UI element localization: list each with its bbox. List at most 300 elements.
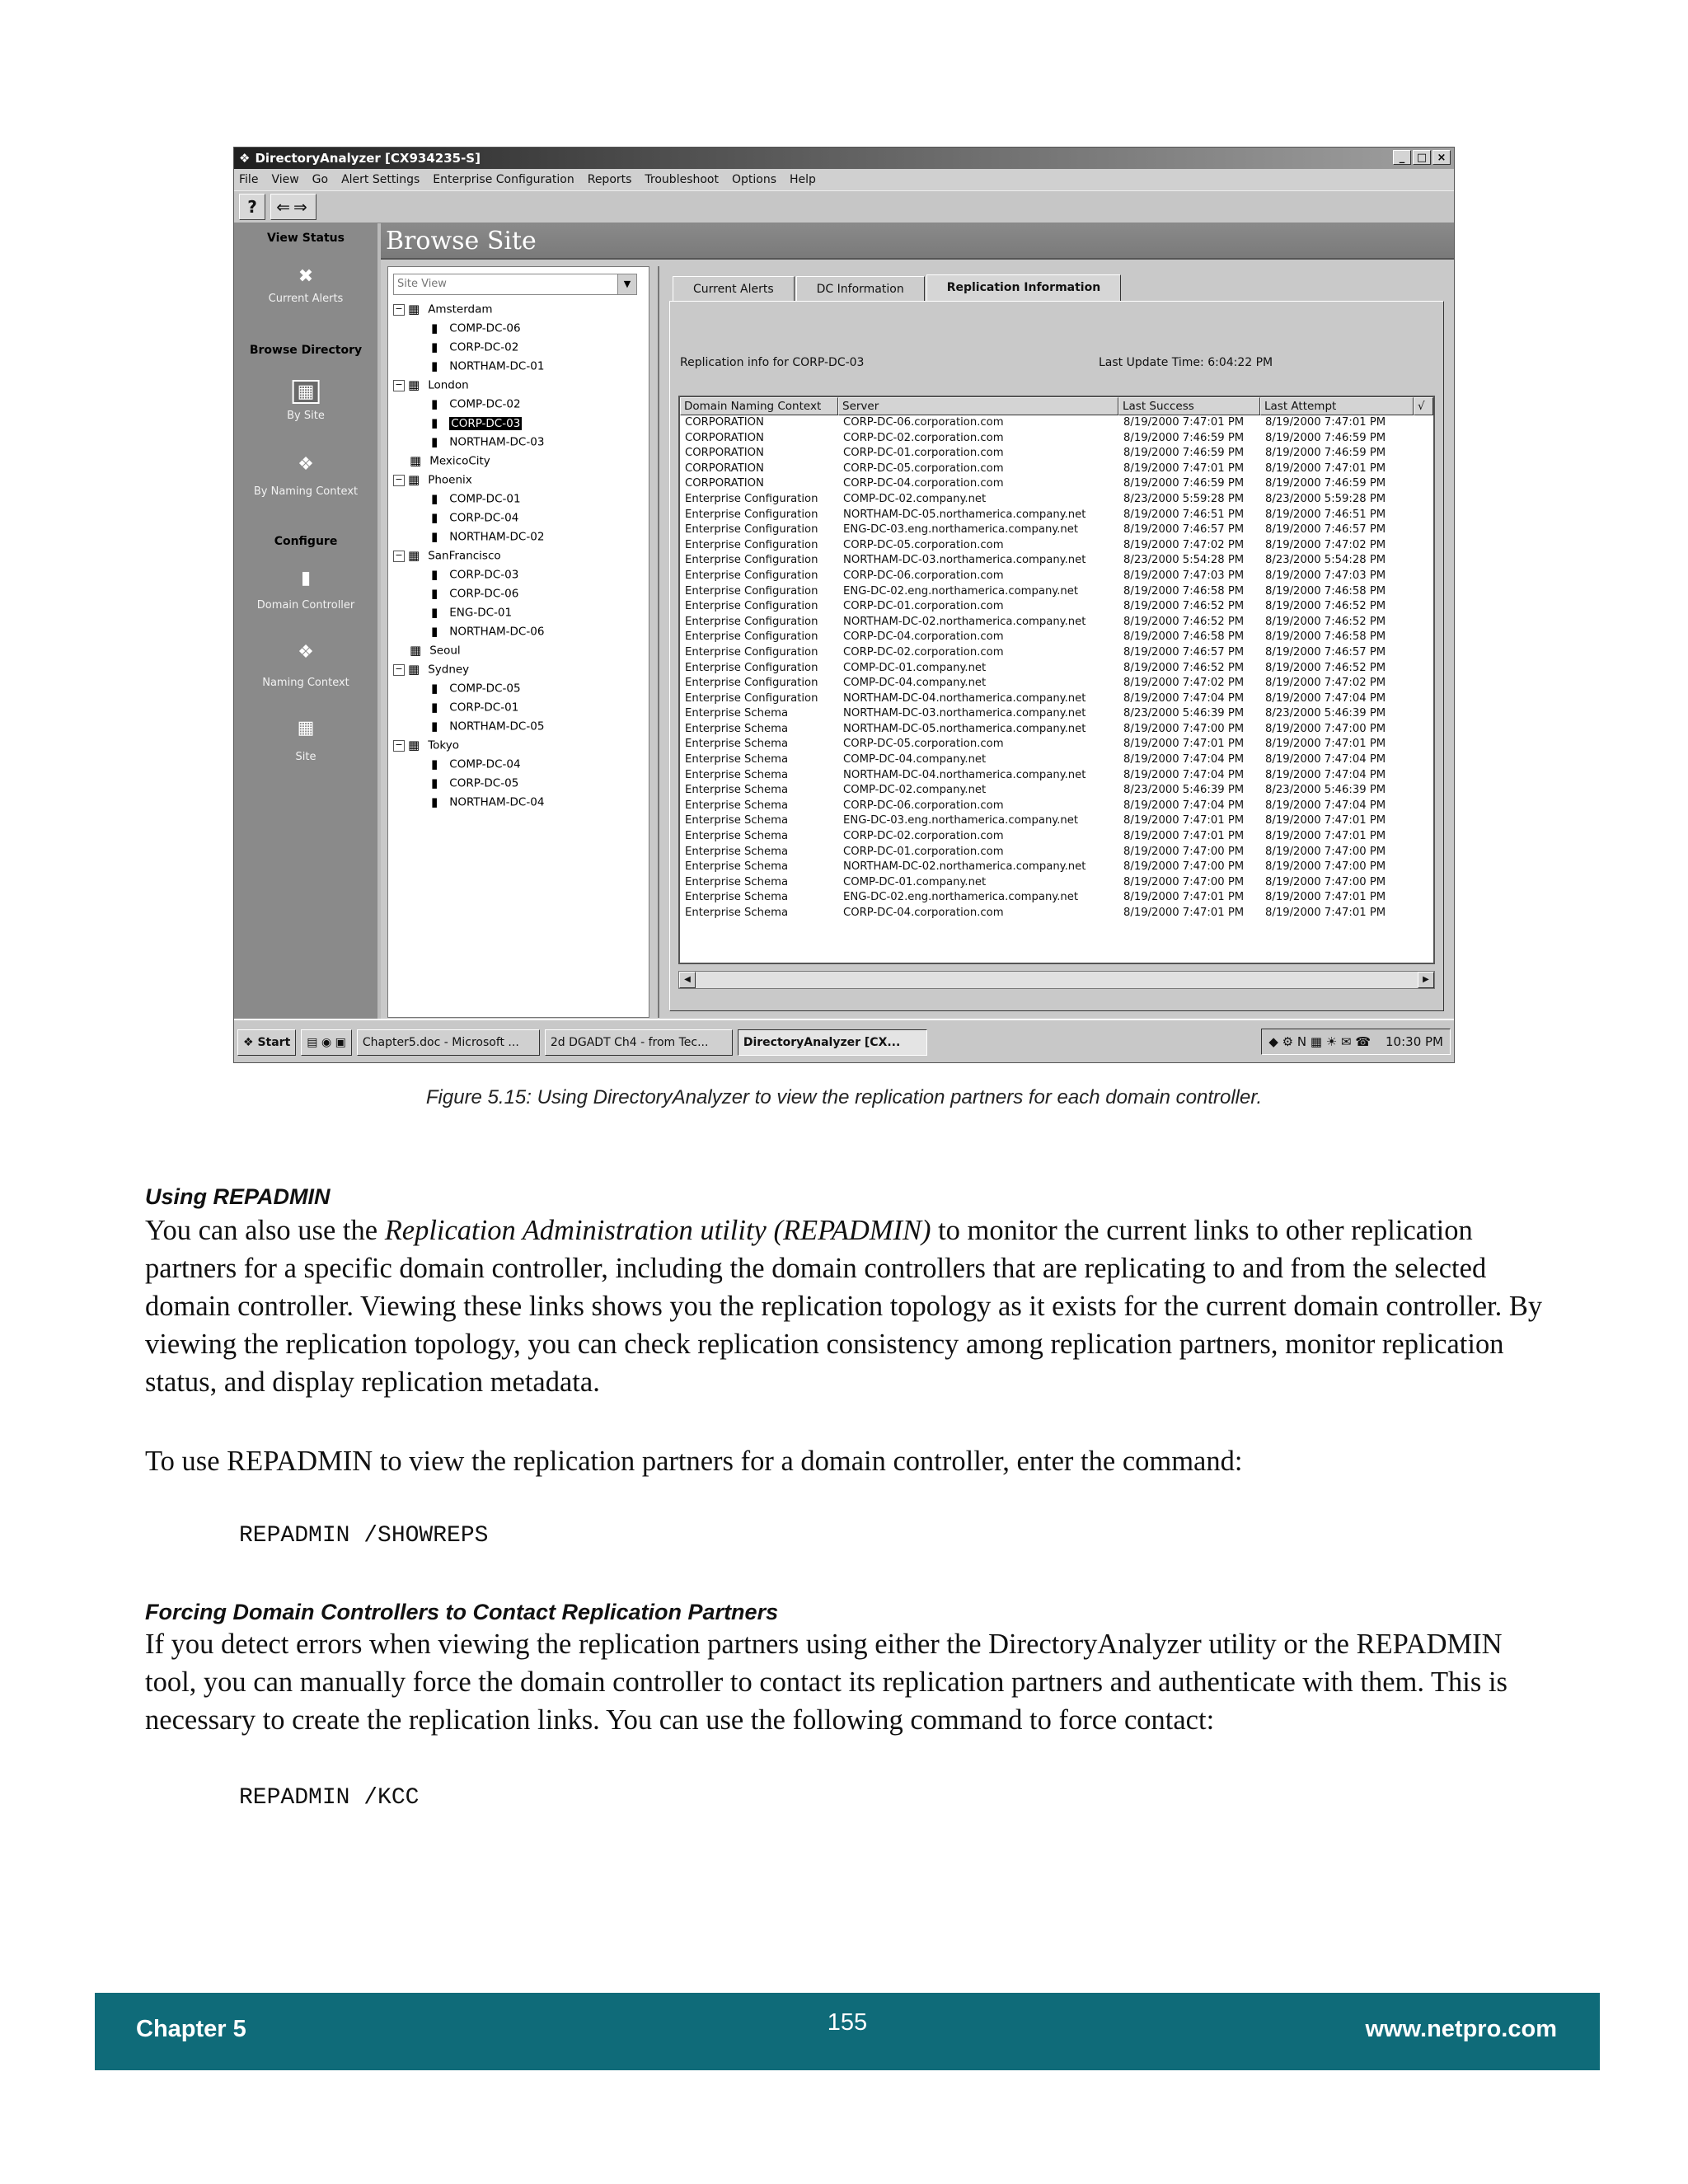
- tree-node-label: CORP-DC-02: [449, 340, 519, 354]
- tree-dc-node[interactable]: [388, 319, 649, 338]
- server-icon[interactable]: ▮: [300, 568, 312, 588]
- table-row[interactable]: [680, 538, 1433, 554]
- collapse-icon[interactable]: −: [393, 551, 405, 562]
- window-title-bar: [234, 148, 1454, 169]
- tree-node-label: London: [428, 378, 469, 392]
- table-cell: 8/23/2000 5:54:28 PM: [1123, 554, 1245, 567]
- sidebar-item-current-alerts[interactable]: Current Alerts: [268, 293, 344, 305]
- collapse-icon[interactable]: −: [393, 740, 405, 752]
- table-row[interactable]: [680, 783, 1433, 799]
- table-cell: 8/19/2000 7:47:04 PM: [1123, 768, 1245, 781]
- table-cell: 8/19/2000 7:47:01 PM: [1265, 891, 1386, 904]
- tree-dc-node[interactable]: [388, 679, 649, 698]
- table-cell: CORP-DC-02.corporation.com: [843, 431, 1004, 444]
- table-row[interactable]: [680, 523, 1433, 538]
- paragraph-repadmin-usage: To use REPADMIN to view the replication partners for a domain controller, enter the command:: [145, 1446, 1243, 1477]
- collapse-icon[interactable]: −: [393, 664, 405, 676]
- taskbar: [234, 1019, 1454, 1063]
- tree-dc-node[interactable]: [388, 584, 649, 603]
- table-cell: Enterprise Configuration: [685, 661, 818, 674]
- table-cell: 8/19/2000 7:47:04 PM: [1123, 753, 1245, 766]
- server-icon: ▮: [431, 776, 438, 790]
- menu-enterprise-configuration[interactable]: Enterprise Configuration: [433, 173, 574, 186]
- site-icon: ▦: [408, 377, 420, 392]
- tree-dc-node[interactable]: [388, 698, 649, 717]
- footer-chapter: Chapter 5: [136, 2016, 246, 2042]
- back-forward-icon[interactable]: ⇐⇒: [270, 194, 316, 220]
- table-cell: 8/19/2000 7:47:00 PM: [1265, 860, 1386, 874]
- table-cell: Enterprise Schema: [685, 799, 789, 812]
- table-row[interactable]: [680, 752, 1433, 768]
- tree-dc-node[interactable]: [388, 774, 649, 793]
- site-tree-pane: [387, 266, 649, 1018]
- toolbar: [234, 190, 1454, 223]
- column-domain-naming-context[interactable]: Domain Naming Context: [680, 397, 838, 415]
- table-cell: CORPORATION: [685, 447, 764, 460]
- table-cell: 8/19/2000 7:46:58 PM: [1265, 584, 1386, 598]
- table-cell: CORP-DC-01.corporation.com: [843, 600, 1004, 613]
- site-view-dropdown[interactable]: [393, 274, 637, 295]
- site-icon: ▦: [408, 548, 420, 563]
- table-row[interactable]: [680, 661, 1433, 677]
- server-icon: ▮: [431, 396, 438, 411]
- table-cell: 8/19/2000 7:46:52 PM: [1123, 615, 1245, 628]
- section-heading-using-repadmin: Using REPADMIN: [145, 1184, 331, 1209]
- table-cell: CORP-DC-06.corporation.com: [843, 416, 1004, 429]
- tree-node-label: Phoenix: [428, 473, 472, 487]
- tree-node-label: NORTHAM-DC-06: [449, 625, 545, 639]
- sidebar-heading-configure: Configure: [274, 535, 338, 548]
- windows-logo-icon: ❖: [243, 1035, 258, 1049]
- table-cell: 8/19/2000 7:47:04 PM: [1265, 691, 1386, 705]
- page-footer: [95, 1993, 1600, 2070]
- site-icon: ▦: [408, 738, 420, 752]
- server-icon: ▮: [431, 510, 438, 525]
- tree-site-node[interactable]: [388, 471, 649, 490]
- tree-dc-node[interactable]: [388, 527, 649, 546]
- table-row[interactable]: [680, 584, 1433, 600]
- table-cell: Enterprise Configuration: [685, 492, 818, 505]
- window-controls: [1393, 150, 1451, 165]
- table-cell: CORPORATION: [685, 462, 764, 475]
- section-heading-forcing-contact: Forcing Domain Controllers to Contact Replication Partners: [145, 1600, 779, 1624]
- table-cell: 8/19/2000 7:47:04 PM: [1265, 753, 1386, 766]
- tree-node-label: ENG-DC-01: [449, 606, 513, 620]
- table-cell: Enterprise Schema: [685, 753, 789, 766]
- table-cell: COMP-DC-04.company.net: [843, 753, 987, 766]
- menu-view[interactable]: View: [271, 173, 299, 186]
- table-row[interactable]: [680, 691, 1433, 707]
- table-cell: CORP-DC-02.corporation.com: [843, 830, 1004, 843]
- table-cell: 8/19/2000 7:47:01 PM: [1123, 462, 1245, 475]
- table-row[interactable]: [680, 706, 1433, 722]
- tree-dc-node[interactable]: [388, 395, 649, 414]
- table-cell: 8/19/2000 7:46:52 PM: [1123, 661, 1245, 674]
- tree-dc-node[interactable]: [388, 433, 649, 452]
- table-cell: 8/19/2000 7:46:59 PM: [1265, 447, 1386, 460]
- table-cell: 8/19/2000 7:46:57 PM: [1123, 645, 1245, 658]
- tree-node-label: NORTHAM-DC-02: [449, 530, 545, 544]
- site-icon: ▦: [408, 302, 420, 316]
- replication-info-label: Replication info for CORP-DC-03: [680, 356, 865, 369]
- table-cell: Enterprise Schema: [685, 875, 789, 888]
- table-row[interactable]: [680, 569, 1433, 584]
- tree-node-label: Seoul: [429, 644, 461, 658]
- naming-context-config-icon[interactable]: ❖: [298, 642, 314, 663]
- server-icon: ▮: [431, 359, 438, 373]
- code-showreps: REPADMIN /SHOWREPS: [239, 1523, 489, 1549]
- table-cell: CORP-DC-01.corporation.com: [843, 845, 1004, 858]
- table-cell: 8/23/2000 5:46:39 PM: [1123, 784, 1245, 797]
- table-row[interactable]: [680, 845, 1433, 860]
- figure-caption: Figure 5.15: Using DirectoryAnalyzer to view the replication partners for each domain controller.: [425, 1086, 1263, 1108]
- table-row[interactable]: [680, 431, 1433, 447]
- table-cell: 8/23/2000 5:59:28 PM: [1123, 492, 1245, 505]
- tree-node-label: CORP-DC-01: [449, 701, 519, 715]
- naming-context-icon[interactable]: ❖: [298, 454, 314, 475]
- server-icon: ▮: [431, 586, 438, 601]
- app-icon: ❖: [239, 151, 251, 166]
- table-cell: Enterprise Configuration: [685, 554, 818, 567]
- table-cell: 8/19/2000 7:47:01 PM: [1123, 738, 1245, 751]
- server-icon: ▮: [431, 321, 438, 335]
- tree-dc-node[interactable]: [388, 565, 649, 584]
- sidebar-item-by-naming-context[interactable]: By Naming Context: [253, 485, 359, 498]
- scroll-left-icon[interactable]: ◀: [679, 972, 696, 988]
- table-cell: 8/19/2000 7:46:58 PM: [1123, 630, 1245, 644]
- sidebar: [234, 223, 381, 1019]
- server-icon: ▮: [431, 340, 438, 354]
- taskbar-item-directoryanalyzer[interactable]: DirectoryAnalyzer [CX...: [738, 1029, 927, 1056]
- table-cell: Enterprise Schema: [685, 830, 789, 843]
- tree-site-node[interactable]: [388, 452, 649, 471]
- quick-launch-icons[interactable]: ▤ ◉ ▣: [301, 1029, 352, 1056]
- table-row[interactable]: [680, 446, 1433, 462]
- table-row[interactable]: [680, 462, 1433, 477]
- tree-node-label: SanFrancisco: [428, 549, 501, 563]
- column-last-attempt[interactable]: Last Attempt: [1260, 397, 1414, 415]
- server-icon: ▮: [431, 681, 438, 696]
- table-cell: 8/19/2000 7:47:01 PM: [1265, 814, 1386, 827]
- site-view-label: Site View: [397, 278, 447, 290]
- table-cell: NORTHAM-DC-03.northamerica.company.net: [843, 554, 1086, 567]
- server-icon: ▮: [431, 624, 438, 639]
- table-cell: 8/19/2000 7:47:04 PM: [1265, 799, 1386, 812]
- column-last-success[interactable]: Last Success: [1118, 397, 1260, 415]
- tree-site-node[interactable]: [388, 736, 649, 755]
- site-config-icon[interactable]: ▦: [297, 718, 315, 738]
- table-cell: Enterprise Configuration: [685, 615, 818, 628]
- tree-dc-node[interactable]: [388, 357, 649, 376]
- tree-dc-node[interactable]: [388, 603, 649, 622]
- server-icon: ▮: [431, 567, 438, 582]
- table-cell: Enterprise Configuration: [685, 538, 818, 551]
- sidebar-item-site[interactable]: Site: [295, 751, 316, 763]
- tree-site-node[interactable]: [388, 376, 649, 395]
- site-icon: ▦: [408, 662, 420, 677]
- table-header: [680, 397, 1433, 415]
- table-cell: 8/19/2000 7:46:52 PM: [1265, 615, 1386, 628]
- table-cell: Enterprise Configuration: [685, 569, 818, 582]
- tab-current-alerts[interactable]: Current Alerts: [673, 276, 795, 301]
- replication-pane: [658, 266, 1455, 1018]
- tree-dc-node[interactable]: [388, 717, 649, 736]
- table-row[interactable]: [680, 906, 1433, 921]
- table-cell: 8/19/2000 7:47:00 PM: [1123, 875, 1245, 888]
- tree-dc-node[interactable]: [388, 793, 649, 812]
- site-icon: ▦: [410, 453, 422, 468]
- table-cell: 8/19/2000 7:46:57 PM: [1265, 645, 1386, 658]
- table-cell: 8/19/2000 7:47:01 PM: [1265, 830, 1386, 843]
- table-row[interactable]: [680, 492, 1433, 508]
- table-cell: CORP-DC-05.corporation.com: [843, 462, 1004, 475]
- table-cell: 8/19/2000 7:47:02 PM: [1123, 538, 1245, 551]
- alert-x-icon[interactable]: ✖: [298, 266, 314, 287]
- collapse-icon[interactable]: −: [393, 304, 405, 316]
- server-icon: ▮: [431, 794, 438, 809]
- tree-site-node[interactable]: [388, 546, 649, 565]
- menu-alert-settings[interactable]: Alert Settings: [341, 173, 420, 186]
- p1-text-start: You can also use the: [145, 1215, 385, 1246]
- menu-troubleshoot[interactable]: Troubleshoot: [645, 173, 719, 186]
- table-cell: CORP-DC-04.corporation.com: [843, 907, 1004, 919]
- code-kcc: REPADMIN /KCC: [239, 1785, 420, 1811]
- help-icon[interactable]: ?: [239, 194, 265, 220]
- server-icon: ▮: [431, 491, 438, 506]
- table-cell: Enterprise Configuration: [685, 508, 818, 521]
- table-cell: 8/19/2000 7:46:59 PM: [1123, 477, 1245, 490]
- table-row[interactable]: [680, 508, 1433, 523]
- tree-node-label: COMP-DC-02: [449, 397, 521, 411]
- paragraph-repadmin-intro: [145, 1212, 1546, 1401]
- collapse-icon[interactable]: −: [393, 475, 405, 486]
- table-row[interactable]: [680, 645, 1433, 661]
- table-cell: COMP-DC-02.company.net: [843, 784, 987, 797]
- table-row[interactable]: [680, 476, 1433, 492]
- tree-dc-node[interactable]: [388, 622, 649, 641]
- tree-node-label: Amsterdam: [428, 302, 493, 316]
- sidebar-heading-browse-directory: Browse Directory: [249, 344, 363, 357]
- table-cell: Enterprise Configuration: [685, 523, 818, 537]
- table-cell: 8/19/2000 7:47:00 PM: [1123, 845, 1245, 858]
- footer-website[interactable]: www.netpro.com: [1365, 2016, 1557, 2042]
- server-icon: ▮: [431, 719, 438, 733]
- table-row[interactable]: [680, 630, 1433, 645]
- close-button[interactable]: ×: [1432, 150, 1451, 165]
- tree-node-label: MexicoCity: [429, 454, 490, 468]
- tree-node-label: CORP-DC-05: [449, 776, 519, 790]
- table-cell: CORP-DC-01.corporation.com: [843, 447, 1004, 460]
- table-cell: 8/19/2000 7:47:01 PM: [1265, 738, 1386, 751]
- tree-node-label: NORTHAM-DC-01: [449, 359, 545, 373]
- table-cell: NORTHAM-DC-02.northamerica.company.net: [843, 615, 1086, 628]
- dropdown-arrow-icon[interactable]: ▼: [617, 274, 636, 294]
- tree-node-label: COMP-DC-05: [449, 682, 521, 696]
- table-row[interactable]: [680, 553, 1433, 569]
- table-cell: NORTHAM-DC-05.northamerica.company.net: [843, 722, 1086, 735]
- table-cell: 8/19/2000 7:47:00 PM: [1123, 722, 1245, 735]
- tree-site-node[interactable]: [388, 641, 649, 660]
- table-cell: NORTHAM-DC-04.northamerica.company.net: [843, 768, 1086, 781]
- table-cell: ENG-DC-03.eng.northamerica.company.net: [843, 523, 1079, 537]
- tree-node-label: Sydney: [428, 663, 470, 677]
- sidebar-item-naming-context[interactable]: Naming Context: [262, 677, 349, 689]
- p1-italic-term: Replication Administration utility (REPADMIN): [384, 1215, 931, 1246]
- sidebar-heading-view-status: View Status: [267, 232, 345, 245]
- menu-file[interactable]: File: [239, 173, 259, 186]
- table-cell: CORP-DC-06.corporation.com: [843, 799, 1004, 812]
- table-cell: Enterprise Schema: [685, 814, 789, 827]
- table-cell: CORP-DC-04.corporation.com: [843, 477, 1004, 490]
- tray-icons[interactable]: ◆ ⚙ N ▦ ☀ ✉ ☎: [1268, 1034, 1372, 1049]
- table-cell: 8/19/2000 7:47:00 PM: [1265, 845, 1386, 858]
- table-cell: 8/23/2000 5:54:28 PM: [1265, 554, 1386, 567]
- table-cell: 8/19/2000 7:46:52 PM: [1265, 661, 1386, 674]
- table-cell: 8/19/2000 7:47:02 PM: [1123, 677, 1245, 690]
- taskbar-item-dgadt[interactable]: 2d DGADT Ch4 - from Tec...: [545, 1029, 733, 1056]
- table-cell: 8/19/2000 7:46:59 PM: [1265, 431, 1386, 444]
- table-row[interactable]: [680, 799, 1433, 814]
- menu-help[interactable]: Help: [790, 173, 816, 186]
- maximize-button[interactable]: □: [1413, 150, 1431, 165]
- table-row[interactable]: [680, 599, 1433, 615]
- tree-dc-node[interactable]: [388, 490, 649, 509]
- table-cell: 8/19/2000 7:47:03 PM: [1265, 569, 1386, 582]
- table-cell: 8/19/2000 7:47:04 PM: [1123, 691, 1245, 705]
- table-cell: COMP-DC-02.company.net: [843, 492, 987, 505]
- table-row[interactable]: [680, 890, 1433, 906]
- minimize-button[interactable]: _: [1393, 150, 1411, 165]
- table-row[interactable]: [680, 875, 1433, 891]
- table-cell: 8/23/2000 5:59:28 PM: [1265, 492, 1386, 505]
- horizontal-scrollbar[interactable]: [678, 971, 1435, 989]
- table-cell: 8/19/2000 7:46:57 PM: [1265, 523, 1386, 537]
- table-cell: 8/19/2000 7:47:01 PM: [1123, 830, 1245, 843]
- table-row[interactable]: [680, 722, 1433, 738]
- table-cell: 8/19/2000 7:47:01 PM: [1265, 416, 1386, 429]
- table-cell: Enterprise Schema: [685, 707, 789, 720]
- table-cell: 8/19/2000 7:47:04 PM: [1123, 799, 1245, 812]
- tree-node-label: COMP-DC-06: [449, 321, 521, 335]
- table-cell: 8/19/2000 7:47:01 PM: [1265, 907, 1386, 919]
- start-button[interactable]: [237, 1029, 296, 1056]
- table-cell: NORTHAM-DC-02.northamerica.company.net: [843, 860, 1086, 874]
- table-row[interactable]: [680, 415, 1433, 431]
- table-row[interactable]: [680, 737, 1433, 752]
- tree-node-label: CORP-DC-03: [451, 416, 521, 430]
- table-cell: 8/19/2000 7:47:01 PM: [1123, 891, 1245, 904]
- table-cell: Enterprise Schema: [685, 738, 789, 751]
- collapse-icon[interactable]: −: [393, 380, 405, 391]
- tab-strip: [673, 276, 1123, 301]
- tree-dc-node[interactable]: [388, 509, 649, 527]
- tree-node-label: CORP-DC-03: [449, 568, 519, 582]
- table-cell: COMP-DC-01.company.net: [843, 661, 987, 674]
- tree-dc-node[interactable]: [388, 338, 649, 357]
- table-cell: 8/23/2000 5:46:39 PM: [1265, 784, 1386, 797]
- table-cell: CORPORATION: [685, 431, 764, 444]
- table-cell: Enterprise Configuration: [685, 677, 818, 690]
- p1-text-end: to monitor the current links to other replication partners for a specific domain controller, including the domain controllers that are replicating to and from the selected domain controller. Viewing these links shows you the replication topology as it exists for the current domain controller. By viewing the replication topology, you can check replication consistency among replication partners, monitor replication status, and display replication metadata.: [145, 1215, 1543, 1398]
- table-row[interactable]: [680, 860, 1433, 875]
- table-row[interactable]: [680, 813, 1433, 829]
- tree-dc-node[interactable]: [388, 755, 649, 774]
- site-icon: ▦: [408, 472, 420, 487]
- table-cell: 8/19/2000 7:47:00 PM: [1265, 722, 1386, 735]
- table-cell: Enterprise Configuration: [685, 645, 818, 658]
- table-cell: 8/19/2000 7:46:52 PM: [1123, 600, 1245, 613]
- sidebar-item-domain-controller[interactable]: Domain Controller: [256, 599, 355, 612]
- table-cell: CORP-DC-06.corporation.com: [843, 569, 1004, 582]
- table-cell: CORP-DC-02.corporation.com: [843, 645, 1004, 658]
- tree-site-node[interactable]: [388, 660, 649, 679]
- tree-node-label: NORTHAM-DC-04: [449, 795, 545, 809]
- tree-site-node[interactable]: [388, 300, 649, 319]
- menu-bar: [234, 169, 1454, 190]
- table-cell: Enterprise Configuration: [685, 630, 818, 644]
- table-cell: 8/19/2000 7:47:01 PM: [1123, 814, 1245, 827]
- table-cell: 8/23/2000 5:46:39 PM: [1123, 707, 1245, 720]
- menu-go[interactable]: Go: [312, 173, 329, 186]
- site-grid-icon[interactable]: ▦: [293, 380, 320, 404]
- table-cell: 8/19/2000 7:47:00 PM: [1265, 875, 1386, 888]
- taskbar-item-chapter5[interactable]: Chapter5.doc - Microsoft ...: [357, 1029, 540, 1056]
- table-cell: NORTHAM-DC-05.northamerica.company.net: [843, 508, 1086, 521]
- table-cell: Enterprise Schema: [685, 784, 789, 797]
- tree-node-label: COMP-DC-04: [449, 757, 521, 771]
- table-cell: Enterprise Schema: [685, 722, 789, 735]
- table-cell: 8/19/2000 7:47:02 PM: [1265, 538, 1386, 551]
- table-cell: Enterprise Schema: [685, 907, 789, 919]
- table-cell: Enterprise Schema: [685, 845, 789, 858]
- sidebar-item-by-site[interactable]: By Site: [287, 410, 325, 422]
- table-row[interactable]: [680, 676, 1433, 691]
- scroll-right-icon[interactable]: ▶: [1418, 972, 1434, 988]
- tree-dc-node[interactable]: [388, 414, 649, 433]
- table-cell: 8/19/2000 7:47:01 PM: [1265, 462, 1386, 475]
- tree-node-label: CORP-DC-04: [449, 511, 519, 525]
- table-row[interactable]: [680, 829, 1433, 845]
- tab-dc-information[interactable]: DC Information: [796, 276, 925, 301]
- column-check[interactable]: √: [1414, 397, 1433, 415]
- table-cell: 8/23/2000 5:46:39 PM: [1265, 707, 1386, 720]
- table-cell: CORP-DC-05.corporation.com: [843, 738, 1004, 751]
- footer-page-number: 155: [827, 2009, 868, 2036]
- server-icon: ▮: [431, 415, 438, 430]
- tree-node-label: Tokyo: [428, 738, 459, 752]
- table-row[interactable]: [680, 768, 1433, 784]
- table-cell: Enterprise Schema: [685, 860, 789, 874]
- table-row[interactable]: [680, 615, 1433, 630]
- table-cell: 8/19/2000 7:46:59 PM: [1123, 447, 1245, 460]
- menu-options[interactable]: Options: [731, 173, 777, 186]
- site-tree: [388, 300, 649, 812]
- column-server[interactable]: Server: [838, 397, 1118, 415]
- tab-replication-information[interactable]: Replication Information: [926, 274, 1122, 301]
- table-cell: COMP-DC-01.company.net: [843, 875, 987, 888]
- table-cell: 8/19/2000 7:47:01 PM: [1123, 416, 1245, 429]
- table-cell: Enterprise Configuration: [685, 600, 818, 613]
- site-icon: ▦: [410, 643, 422, 658]
- system-tray: [1261, 1029, 1451, 1055]
- table-cell: Enterprise Schema: [685, 891, 789, 904]
- table-cell: 8/19/2000 7:46:52 PM: [1265, 600, 1386, 613]
- table-cell: Enterprise Configuration: [685, 584, 818, 598]
- clock: 10:30 PM: [1386, 1034, 1443, 1049]
- table-cell: COMP-DC-04.company.net: [843, 677, 987, 690]
- menu-reports[interactable]: Reports: [587, 173, 632, 186]
- tab-panel: [669, 301, 1444, 1011]
